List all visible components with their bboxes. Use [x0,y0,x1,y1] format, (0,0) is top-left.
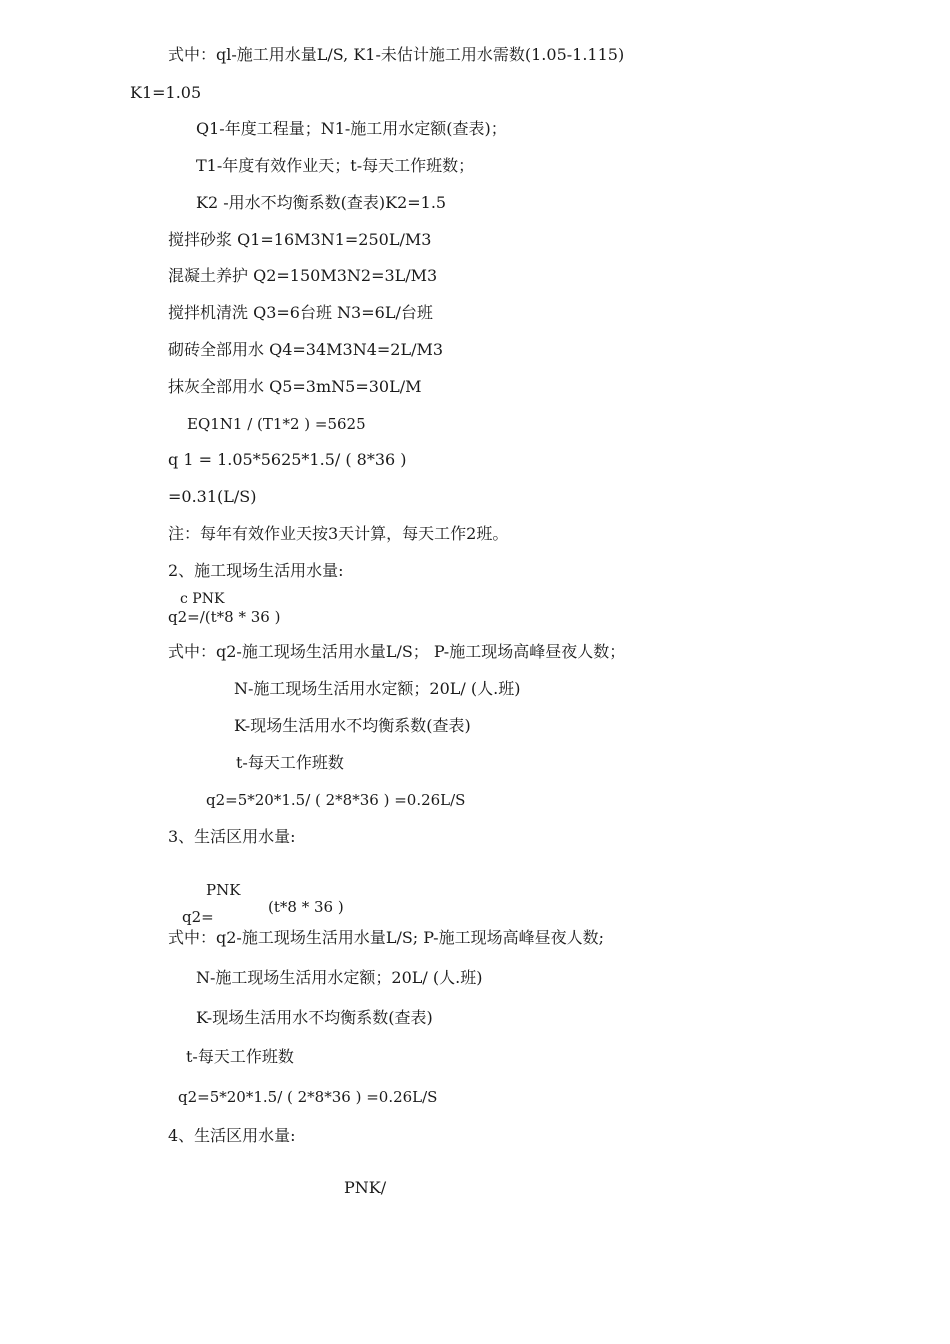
text-line-20: K-现场生活用水不均衡系数(查表) [234,716,471,735]
text-line-2: K1=1.05 [130,83,202,102]
formula-line-12: q 1 = 1.05*5625*1.5/ ( 8*36 ) [168,450,407,469]
text-line-4: T1-年度有效作业天；t-每天工作班数； [196,156,475,175]
text-line-10: 抹灰全部用水 Q5=3mN5=30L/M [168,377,422,396]
fraction-numerator: c PNK [180,591,225,607]
formula-line-13: =0.31(L/S) [168,487,257,506]
fraction-numerator-2: PNK [206,881,241,899]
fraction-numerator-3: PNK/ [344,1178,387,1197]
text-line-6: 搅拌砂浆 Q1=16M3N1=250L/M3 [168,230,432,249]
text-line-28: N-施工现场生活用水定额；20L/ (人.班) [196,968,483,987]
text-line-19: N-施工现场生活用水定额；20L/ (人.班) [234,679,521,698]
text-line-18: 式中：q2-施工现场生活用水量L/S； P-施工现场高峰昼夜人数； [168,642,626,661]
text-line-3: Q1-年度工程量；N1-施工用水定额(查表)； [196,119,507,138]
text-line-7: 混凝土养护 Q2=150M3N2=3L/M3 [168,266,438,285]
section-heading-2: 2、施工现场生活用水量: [168,561,344,580]
text-line-8: 搅拌机清洗 Q3=6台班 N3=6L/台班 [168,303,433,322]
text-line-27: 式中：q2-施工现场生活用水量L/S; P-施工现场高峰昼夜人数; [168,928,604,947]
formula-line-31: q2=5*20*1.5/ ( 2*8*36 ) =0.26L/S [178,1088,438,1106]
text-line-1: 式中：ql-施工用水量L/S, K1-未估计施工用水需数(1.05-1.115) [168,45,625,64]
text-line-5: K2 -用水不均衡系数(查表)K2=1.5 [196,193,447,212]
fraction-lhs-2: q2= [182,908,214,926]
fraction-formula: q2=/(t*8 * 36 ) [168,608,281,626]
text-line-29: K-现场生活用水不均衡系数(查表) [196,1008,433,1027]
formula-line-11: EQ1N1 / (T1*2 ) =5625 [187,415,366,433]
text-line-9: 砌砖全部用水 Q4=34M3N4=2L/M3 [168,340,444,359]
note-line-14: 注：每年有效作业天按3天计算，每天工作2班。 [168,524,509,543]
section-heading-3: 3、生活区用水量: [168,827,296,846]
text-line-21: t-每天工作班数 [236,753,344,772]
fraction-denominator-2: (t*8 * 36 ) [268,898,344,916]
formula-line-22: q2=5*20*1.5/ ( 2*8*36 ) =0.26L/S [206,791,466,809]
section-heading-4: 4、生活区用水量: [168,1126,296,1145]
text-line-30: t-每天工作班数 [186,1047,294,1066]
